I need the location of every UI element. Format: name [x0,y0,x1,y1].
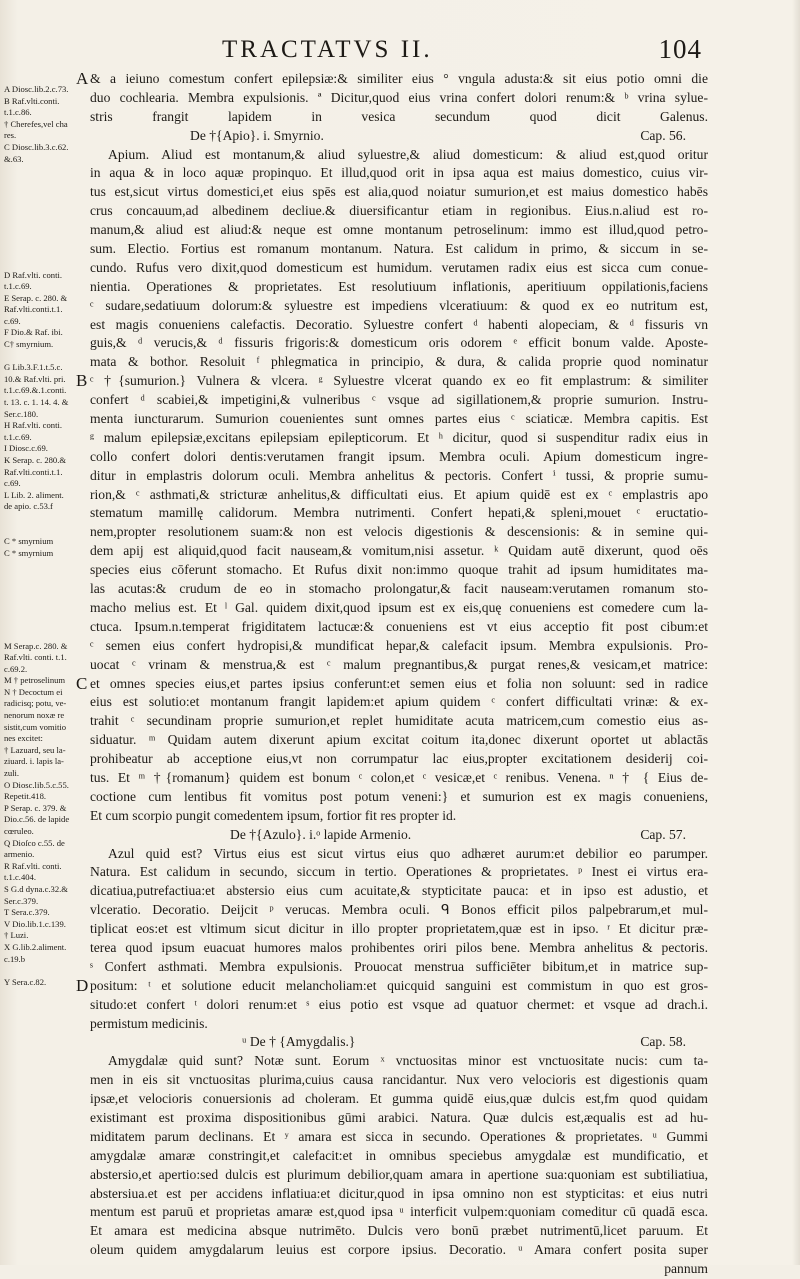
margin-note: X G.lib.2.aliment. [4,941,67,952]
chapter-title: De †{Apio}. i. Smyrnio. [190,127,324,143]
margin-note: M † petroselinum [4,675,66,686]
margin-note: nenorum noxæ re [4,710,65,721]
margin-note: † Cherefes,vel cha [4,118,68,129]
chapter-heading [90,826,708,845]
section-marker: B [76,371,88,391]
margin-note: H Raf.vlti. conti. [4,420,62,431]
margin-note [4,571,84,582]
text-line [90,712,708,731]
line-text: et omnes species eius,et partes ipsius conferunt:et semen eius et folia non soluunt: sed in radice [90,675,708,691]
margin-note: sistit,cum vomitio [4,721,67,732]
text-line [90,504,708,523]
text-line [76,69,708,89]
text-line [90,731,708,750]
section-marker: D [76,975,89,995]
line-text: ctuca. Ipsum.n.temperat frigiditatem lactucæ:& conueniens est vt eius acceptio fit post cibum:et [90,618,708,634]
margin-note: † Lazuard, seu la- [4,744,66,755]
text-line [90,845,708,864]
line-text: vlceratio. Decoratio. Deijcit ᵖ verucas. Membra oculi. ᑫ Bonos efficit pilos palpebrarum,et mul- [90,902,708,918]
margin-note: R Raf.vlti. conti. [4,860,62,871]
text-line [90,1109,708,1128]
line-text: Natura. Est calidum in secundo, siccum in tertio. Operationes & proprietates. ᵖ Inest ei virtus era- [90,864,708,880]
text-line [90,221,708,240]
text-line [90,863,708,882]
margin-note [4,177,84,188]
text-line [90,1241,708,1260]
margin-note: Ser.c.180. [4,408,39,419]
page-edge-shadow [792,0,800,1265]
margin-note: N † Decoctum ei [4,686,63,697]
margin-note: nes excitet: [4,733,43,744]
line-text: cundo. Rufus vero dixit,quod domesticum est humidum. verutamen radix eius est sicca cum conue- [90,259,708,275]
margin-note [4,965,84,976]
margin-note: V Dio.lib.1.c.139. [4,918,66,929]
line-text: pannum [664,1261,708,1277]
line-text: permistum medicinis. [90,1015,208,1031]
line-text: Et cum scorpio pungit comedentem ipsum, fortior fit res propter id. [90,807,457,823]
margin-note [4,513,84,524]
text-line [90,1052,708,1071]
text-line [90,1090,708,1109]
text-line [90,467,708,486]
margin-note [4,258,84,269]
margin-note: O Diosc.lib.5.c.55. [4,779,69,790]
line-text: dicatiua,putrefactiua:et abstersio eius cum acuitate,& stypticitate pauca: et in ipso est adustio, et [90,883,708,899]
chapter-title: De †{Azulo}. i.ᵒ lapide Armenio. [230,826,412,842]
text-line [90,958,708,977]
margin-note [4,617,84,628]
margin-note: 10.& Raf.vlti. pri. [4,373,66,384]
text-line [90,89,708,108]
text-line [76,673,708,694]
margin-note: M Serap.c. 280. & [4,640,68,651]
text-line [90,542,708,561]
text-line [90,334,708,353]
margin-note: de apio. c.53.f [4,501,53,512]
line-text: ditur in emplastris dolorum oculi. Membra anhelitus & pectoris. Confert ⁱ tussi, & proprie sumu- [90,467,708,483]
text-line [90,618,708,637]
line-text: oleum quidem amygdalarum leuius est corpore ipsius. Decoratio. ᵘ Amara confert posita super [90,1242,708,1258]
margin-note: Q Dioſco c.55. de [4,837,65,848]
margin-note: Y Sera.c.82. [4,976,47,987]
text-line [90,164,708,183]
margin-note [4,188,84,199]
line-text: Amygdalæ quid sunt? Notæ sunt. Eorum ˣ vnctuositas minor est vnctuositate nucis: cum ta- [108,1053,708,1069]
margin-note: S G.d dyna.c.32.& [4,883,68,894]
line-text: las acutas:& crudum de eo in stomacho prolongatur,& facit nauseam:verutamen romanum sto- [90,581,708,597]
margin-note [4,606,84,617]
margin-note: K Serap. c. 280.& [4,455,67,465]
margin-note: C Diosc.lib.3.c.62. [4,141,69,152]
text-line [90,1166,708,1185]
line-text: ᶜ †{sumurion.} Vulnera & vlcera. ᵍ Syluestre vlcerat quando ex eo fit emplastrum: & similiter [90,373,708,389]
text-line [90,693,708,712]
line-text: eius est solutio:et montanum frangit lapidem:et apium quidem ᶜ confert difficultati vrinæ: & ex- [90,694,708,710]
line-text: mentum est paruū et proprietas amaræ est,quod ipsa ᵘ interficit vulpem:quoniam comeditur cū quadā esca. [90,1204,708,1220]
text-line [90,996,708,1015]
margin-note: † Luzi. [4,930,29,941]
margin-note: Ser.c.379. [4,895,39,906]
line-text: coctione cum lentibus fit vomitus post potum veneni:} et sumurion est ex magis conueniens, [90,788,708,804]
text-line [90,278,708,297]
line-text: situdo:et confert ᵗ dolori renum:et ˢ eius potio est vsque ad quatuor chermet: et vsque ad drach.i. [90,996,708,1012]
line-text: tus est,sicut virtus domestici,et eius spēs est alia,quod noiatur sumurion,et est maius domestico habēs [90,184,708,200]
text-line [90,769,708,788]
margin-note [4,559,84,570]
margin-note: G Lib.3.F.1.t.5.c. [4,362,63,373]
line-text: mata & bothor. Resoluit ᶠ phlegmatica in principio, & dura, & calida proprie quod nominatur [90,354,708,370]
text-line [76,975,708,996]
margin-note: res. [4,130,17,141]
margin-note [4,212,84,223]
line-text: duo cochlearia. Membra expulsionis. ª Dicitur,quod eius vrina confert dolori renum:& ᵇ vrina sylue- [90,89,708,105]
line-text: macho melius est. Et ˡ Gal. quidem dixit,quod ipsum est ex eis,quę conueniens est comedere cum la- [90,599,708,615]
line-text: stematum mamillę calidorum. Membra nutrimenti. Confert hepati,& spleni,mouet ᶜ eructatio- [90,505,708,521]
margin-note [4,235,84,246]
margin-note: D Raf.vlti. conti. [4,269,62,280]
line-text: abstersiua.et est per accidens inflatiua:et dicitur,quod in ipsa omnino non est stypticitas: et eius nutri [90,1185,708,1201]
margin-note: I Diosc.c.69. [4,443,48,454]
line-text: nem,propter resolutionem suam:& non est velocis digestionis & descensionis: & in semine qui- [90,524,708,540]
line-text: uocat ᶜ vrinam & menstrua,& est ᶜ malum pregnantibus,& purgat renes,& vesicam,et matrice: [90,656,708,672]
line-text: ipsæ,et velocioris conuersionis ad choleram. Et gumma quidē eius,quæ dulcis est,fm quod quidam [90,1091,708,1107]
text-line [90,920,708,939]
line-text: abstersio,et apertio:sed dulcis est plurimum debilior,quam amara in apertione sua:quoniam est subtiliatiua, [90,1166,708,1182]
margin-note: C† smyrnium. [4,339,54,350]
text-line [90,146,708,165]
margin-note: C * smyrnium [4,536,54,547]
text-line [90,788,708,807]
line-text: siduatur. ᵐ Quidam autem dixerunt apium excitat coitum ita,donec dixerunt oportet ut ablactās [90,732,708,748]
text-line [90,259,708,278]
margin-note: armenio. [4,849,35,860]
line-text: stris frangit lapidem in vesica secundum quod dicit Galenus. [90,108,708,124]
text-line [90,939,708,958]
text-line [90,807,708,826]
margin-note: cœruleo. [4,826,34,836]
text-line [90,1260,708,1279]
line-text: ᶜ sudare,sedatiuum dolorum:& syluestre est impediens vlceratiuum: & quod ex eo nutritum est, [90,297,708,313]
text-line [90,353,708,372]
margin-note [4,223,84,234]
margin-note: Raf.vlti.conti.t.1. [4,466,63,477]
margin-note: F Dio.& Raf. ibi. [4,327,63,338]
text-line [90,637,708,656]
main-text [76,69,708,1279]
margin-note [4,525,84,536]
margin-note [4,629,84,640]
margin-note [4,165,84,176]
margin-note: t.1.c.69. [4,281,32,292]
margin-note: zuli. [4,768,20,779]
text-line [90,183,708,202]
line-text: in aqua & in loco aquæ propinquo. Et illud,quod orit in ipsa aqua est maius domestico, cuius vir- [90,165,708,181]
text-line [90,1185,708,1204]
running-title: TRACTATVS II. [222,36,433,63]
line-text: rion,& ᶜ asthmati,& stricturæ anhelitus,& difficultati eius. Et apium quidē est ex ᶜ emplastris apo [90,486,708,502]
text-line [90,561,708,580]
margin-note: ziuard. i. lapis la- [4,756,64,767]
margin-note: radicisq; potu, ve- [4,698,67,709]
margin-note [4,594,84,605]
text-line [90,523,708,542]
chapter-heading [90,1033,708,1052]
line-text: miditatem parum declinans. Et ʸ amara est sicca in secundo. Operationes & proprietates. ᵘ Gummi [90,1128,708,1144]
line-text: tus. Et ᵐ †{romanum} quidem est bonum ᶜ colon,et ᶜ vesicæ,et ᶜ renibus. Venena. ⁿ † { Eius de- [90,769,708,785]
margin-notes [4,84,84,988]
chapter-number: Cap. 58. [640,1034,686,1050]
text-line [90,108,708,127]
line-text: ᵍ malum epilepsiæ,excitans epilepsiam epilepticorum. Et ʰ dicitur, quod si suspenditur radix eius in [90,429,708,445]
text-line [90,1015,708,1034]
margin-note [4,200,84,211]
line-text: collo confert dolori dentis:verutamen frangit ipsum. Membra oculi. Apium domesticum ingre- [90,448,708,464]
line-text: men in eis sit vnctuositas plurima,cuius causa rancidantur. Nux vero velocioris est digestionis quam [90,1072,708,1088]
margin-note: c.69. [4,315,21,326]
margin-note: P Serap. c. 379. & [4,802,67,813]
margin-note: c.69. [4,478,21,489]
margin-note: &.63. [4,153,24,164]
text-line [90,599,708,618]
line-text: trahit ᶜ secundinam proprie sumurion,et replet humiditate acuta matricem,cum comestio eius as- [90,713,708,729]
line-text: sum. Electio. Fortius est romanum montanum. Natura. Est calidum in primo, & siccum in se- [90,241,708,257]
line-text: crus concauum,ad albedinem decliue.& diuersificantur etiam in regionibus. Eius.n.aliud est ro- [90,203,708,219]
margin-note: t.1.c.404. [4,872,36,883]
line-text: amygdalæ amaræ constringit,et calefacit:et in omnibus speciebus amygdalæ est mundificatio, et [90,1147,708,1163]
line-text: Azul quid est? Virtus eius est sicut virtus eius quo adhæret aurum:et debilior eo parumper. [108,845,708,861]
chapter-number: Cap. 57. [640,826,686,842]
text-line [90,580,708,599]
text-line [90,410,708,429]
margin-note: Repetit.418. [4,791,47,802]
text-line [90,1128,708,1147]
text-line [90,391,708,410]
text-line [90,429,708,448]
margin-note: c.19.b [4,953,26,964]
line-text: ˢ Confert asthmati. Membra expulsionis. Prouocat menstrua sufficiēter bibitum,et in matrice sup- [90,958,708,974]
line-text: est magis conueniens calefactis. Decoratio. Syluestre confert ᵈ habenti alopeciam, & ᵈ fissuris vn [90,316,708,332]
line-text: dem apij est aliquid,quod facit nauseam,& vomitum,nisi assetur. ᵏ Quidam autē dixerunt, quod oēs [90,543,708,559]
text-line [90,1203,708,1222]
margin-note [4,246,84,257]
running-head [222,34,702,70]
text-line [90,1147,708,1166]
line-text: tiplicat eos:et est vltimum sicut dicitur in illo propter proprietatem,quæ est in ipso. ʳ Et dicitur præ- [90,921,708,937]
chapter-title: ᵘ De † {Amygdalis.} [242,1034,356,1050]
text-line [90,448,708,467]
margin-note: t. 13. c. 1. 14. 4. & [4,397,69,408]
line-text: menta iuncturarum. Sumurion couenientes sunt omnes partes eius ᶜ sciaticæ. Membra capitis. Est [90,411,708,427]
chapter-number: Cap. 56. [640,127,686,143]
text-line [90,882,708,901]
chapter-heading [90,127,708,146]
line-text: species eius cōferunt stomacho. Et Rufus dixit non:immo quoque trahit ad ipsum humiditates ma- [90,562,708,578]
margin-note: t.1.c.69. [4,431,32,442]
line-text: manum,& aliud est aliud:& neque est omne montanum petroselinum: immo est illud,quod petro- [90,222,708,238]
text-line [90,316,708,335]
page-number: 104 [658,34,702,64]
text-line [90,486,708,505]
line-text: guis,& ᵈ verucis,& ᵈ fissuris frigoris:& domesticum oris odorem ᵉ efficit bonum valde. Aposte- [90,335,708,351]
margin-note: Raf.vlti.conti.t.1. [4,304,63,315]
line-text: existimant est proxima dispositionibus gūmi arabici. Natura. Quæ dulcis est,æqualis est ad hu- [90,1109,708,1125]
text-line [90,656,708,675]
text-line [90,202,708,221]
text-line [90,297,708,316]
margin-note [4,351,84,362]
margin-note [4,583,84,594]
line-text: Apium. Aliud est montanum,& aliud syluestre,& aliud domesticum: & aliud est,quod oritur [108,146,708,162]
line-text: prohibeatur ab acceptione eius,vt non corrumpatur lac eius,propter excitationem desiderij coi- [90,751,708,767]
text-line [90,1222,708,1241]
margin-note: E Serap. c. 280. & [4,292,68,303]
margin-note: A Diosc.lib.2.c.73. [4,84,69,94]
margin-note: T Sera.c.379. [4,907,50,918]
section-marker: C [76,673,88,693]
section-marker: A [76,69,89,88]
text-line [90,750,708,769]
margin-note: L Lib. 2. aliment. [4,489,64,500]
margin-note: Dio.c.56. de lapide [4,814,70,825]
text-line [90,901,708,920]
text-line [90,240,708,259]
text-line [90,1071,708,1090]
margin-note: B Raf.vlti.conti. [4,95,60,106]
line-text: confert ᵈ scabiei,& impetigini,& vulneribus ᶜ vsque ad sigillationem,& proprie sumurion. Instru- [90,392,708,408]
line-text: positum: ᵗ et solutione educit melancholiam:et quicquid sanguini est commistum in quo est gros- [90,977,708,993]
margin-note: C * smyrnium [4,547,54,558]
line-text: terea quod ipsum euacuat humores malos prohibentes oriri pilos bene. Membra anhelitus & pectoris. [90,939,708,955]
line-text: ᶜ semen eius confert hydropisi,& mundificat hepar,& calefacit ipsum. Membra expulsionis. Pro- [90,637,708,653]
text-line [76,371,708,391]
line-text: & a ieiuno comestum confert epilepsiæ:& similiter eius ° vngula adusta:& sit eius potio omni die [90,71,708,86]
margin-note: t.1.c.86. [4,107,32,118]
line-text: nientia. Operationes & proprietates. Est resolutiuum inflationis, aperitiuum oppilationis,faciens [90,278,708,294]
margin-note: c.69.2. [4,663,28,674]
line-text: Et amara est medicina absque nutrimēto. Dulcis vero bonū præbet nutrimentū,licet paruum. Et [90,1223,708,1239]
margin-note: Raf.vlti. conti. t.1. [4,652,67,663]
margin-note: t.1.c.69.&.1.conti. [4,385,67,396]
